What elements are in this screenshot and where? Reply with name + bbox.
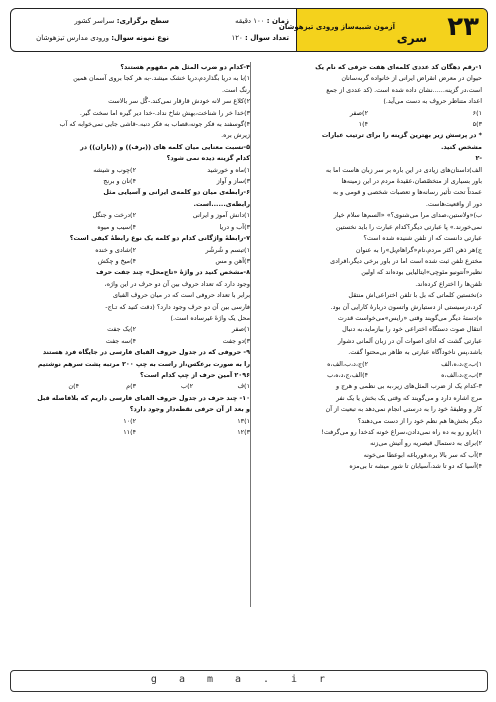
text-line: ج)هر ذهن اکثر مردم،نام«گراهام‌بل»را به عنوان bbox=[355, 245, 482, 254]
text-line: مرج اشاره دارد و می‌گویند که وقتی یک بخش یا یک نفر bbox=[336, 393, 482, 402]
question-line: ۹- حروفی که در جدول حروف الفبای فارسی در جایگاه فرد هستند bbox=[42, 348, 250, 357]
option[interactable]: ۴)الف،ج،د،ه،ب bbox=[327, 370, 368, 379]
option-row bbox=[254, 370, 482, 381]
question-line: رابطه‌ی......است. bbox=[193, 199, 250, 208]
type-label: نوع نمونه سوال: bbox=[111, 34, 169, 42]
option[interactable]: ۱)تبسم و شُرشُر bbox=[205, 245, 250, 254]
footer-site: gama.ir bbox=[150, 674, 348, 685]
right-column bbox=[254, 62, 482, 473]
text-line: وجود دارد که تعداد حروف بین آن دو حرف در این واژه، bbox=[104, 279, 250, 288]
option[interactable]: ۳)۵ bbox=[472, 120, 482, 129]
question-line: ۵-نسبت معنایی میان کلمه های ((برف)) و ((باران)) در bbox=[80, 142, 250, 151]
option-row bbox=[22, 222, 250, 233]
text-line: حیوان در معرض انقراض ایرانی از خانواده گربه‌سانان bbox=[341, 74, 482, 83]
option[interactable]: ۳)آب و دریا bbox=[219, 222, 250, 231]
level-label: سطح برگزاری: bbox=[116, 17, 169, 25]
text-line: رنگ است. bbox=[221, 85, 250, 94]
exam-title: آزمون شبیه‌ساز ورودی تیزهوشان bbox=[278, 23, 395, 31]
text-line: تلفن‌ها را اختراع کرده‌اند. bbox=[415, 279, 482, 288]
type-value: ورودی مدارس تیزهوشان bbox=[36, 34, 109, 42]
text-line: عبارتی دانست که از تلفن شنیده شده است؟ bbox=[363, 234, 482, 243]
option-row bbox=[22, 427, 250, 438]
header-info-left bbox=[19, 13, 169, 47]
count-value: ۱۲۰ bbox=[231, 34, 243, 42]
text-line: محل یک واژهٔ غیرساده است.) bbox=[170, 313, 250, 322]
option[interactable]: ۲)ب bbox=[181, 382, 193, 391]
text-line: ب)«ولاستین،صدای مرا می‌شنوی؟» «السم‌ها سلام خیار bbox=[333, 211, 482, 220]
question-line: ۴-کدام دو ضرب المثل هم مفهوم هستند؟ bbox=[120, 63, 250, 71]
option[interactable]: ۲)صفر bbox=[349, 108, 368, 117]
option[interactable]: ۴)۱۱ bbox=[123, 428, 136, 436]
text-line: ۳)آب که سر بالا بره،قورباغه ابوعطا می‌خونه bbox=[363, 450, 482, 459]
question-line: ۶-رابطه‌ی میان دو کلمه‌ی ایرانی و آسیایی مثل bbox=[103, 188, 250, 197]
text-line: ۴)گوسفند به فکر جونه،قصاب به فکر دنبه.-قاشی جایی نمی‌خوابه که آب bbox=[59, 120, 250, 129]
question-line: -۲ bbox=[475, 154, 482, 163]
option[interactable]: ۲)درخت و جنگل bbox=[92, 211, 136, 220]
option-row bbox=[22, 245, 250, 256]
text-line: عمدتاً تحت تأثیر رسانه‌ها و تعصبات شخصی و قومی و به bbox=[332, 188, 482, 197]
option-row bbox=[254, 108, 482, 119]
option-row bbox=[22, 336, 250, 347]
exam-header bbox=[10, 8, 488, 52]
option[interactable]: ۴)ن bbox=[68, 382, 79, 391]
text-line: دیگر بخش‌ها هم نظم خود را از دست می‌دهند؟ bbox=[357, 416, 482, 425]
text-line: اعداد متناظر حروف به دست می‌آید.) bbox=[383, 97, 482, 106]
text-line: ۲)برای به دستمال قیصریه رو آتیش می‌زنه bbox=[370, 439, 482, 448]
question-line: ۷-رابطهٔ واژگانی کدام دو کلمه یک نوع رابطهٔ کیفی است؟ bbox=[69, 234, 250, 243]
text-line: ه)دستهٔ دیگر می‌گویند وقتی «رایس»می‌خواست قدرت bbox=[337, 313, 482, 322]
text-line: ۱)با به دریا بگذاردم،دریا خشک میشد.-به هر کجا بروی آسمان همین bbox=[73, 74, 250, 83]
question-line: مشخص کنید. bbox=[440, 142, 482, 151]
text-line: ۳)خدا خر را شناخت،بهش شاخ نداد.-خدا دیر گیره اما سخت گیر. bbox=[79, 108, 250, 117]
option[interactable]: ۲)یک جفت bbox=[107, 325, 136, 334]
option-row bbox=[254, 119, 482, 130]
text-line: د)نخستین کلماتی که بل با تلفن اختراعی‌اش منتقل bbox=[348, 291, 482, 300]
header-info-middle bbox=[169, 13, 289, 47]
column-divider bbox=[250, 62, 251, 607]
text-line: فارسی بین آن دو حرف وجود دارد؟ (دقت کنید که تـاج- bbox=[105, 302, 250, 311]
option-row bbox=[22, 324, 250, 335]
question-line: ۱-رقم دهگان کد عددی کلمه‌ای هفت حرفی که نام یک bbox=[315, 63, 482, 71]
option-row bbox=[22, 416, 250, 427]
series-label: سری bbox=[396, 31, 427, 45]
text-line: است،در گزینه......نشان داده شده است. (کد عددی از جمع bbox=[326, 85, 482, 94]
option[interactable]: ۲)شادی و خنده bbox=[95, 245, 136, 254]
text-line: ۲)کلاغ سر لانه خودش قارقار نمی‌کند.-گُل سر بالاست bbox=[108, 97, 250, 106]
text-line: الف)داستان‌های زیادی در این باره بر سر زبان هاست اما به bbox=[325, 165, 482, 174]
text-line: ۳-کدام یک از ضرب المثل‌های زیر،به بی نظمی و هرج و bbox=[335, 382, 482, 391]
question-line: کدام گزینه دیده نمی شود؟ bbox=[166, 154, 250, 163]
level-value: سراسر کشور bbox=[74, 17, 115, 25]
option[interactable]: ۴)سیب و میوه bbox=[97, 222, 136, 231]
option[interactable]: ۳)دو جفت bbox=[222, 336, 250, 345]
option-row bbox=[22, 210, 250, 221]
text-line: مخترع تلفن ثبت شده است اما در باور برخی دیگر،افرادی bbox=[330, 256, 482, 265]
option[interactable]: ۱)ماه و خورشید bbox=[207, 165, 250, 174]
option-row bbox=[22, 176, 250, 187]
option[interactable]: ۱)۱۳ bbox=[237, 416, 250, 425]
text-line: ۱)بارو رو به ده راه نمی‌دادن،سراغ خونه کدخدا رو می‌گرفت! bbox=[321, 428, 482, 436]
text-line: نمی‌خورند.» پا عبارتی دیگر؟کدام عبارت را باید نخستین bbox=[335, 222, 482, 231]
time-label: زمان : bbox=[266, 17, 289, 25]
option[interactable]: ۱)۶ bbox=[472, 108, 482, 117]
text-line: دور از واقعیت‌هاست. bbox=[425, 199, 482, 208]
option[interactable]: ۱)ف bbox=[237, 382, 250, 391]
text-line: عبارتی گشت که ادای اصوات آن در زبان آلمانی دشوار bbox=[337, 336, 482, 345]
option[interactable]: ۳)۱۲ bbox=[237, 428, 250, 436]
option-row bbox=[22, 381, 250, 392]
option[interactable]: ۴)۱ bbox=[358, 120, 368, 129]
text-line: باشد،پس ناخودآگاه عبارتی به ظاهر بی‌محتوا گفت. bbox=[348, 348, 482, 357]
text-line: برابر با تعداد حروفی است که در میان حروف الفبای bbox=[113, 291, 250, 300]
left-column bbox=[22, 62, 250, 438]
time-value: ۱۰۰ دقیقه bbox=[235, 17, 265, 25]
count-label: تعداد سوال : bbox=[244, 34, 289, 42]
option[interactable]: ۱)صفر bbox=[231, 325, 250, 334]
option[interactable]: ۳)ب،ج،د،الف،ه bbox=[441, 370, 482, 379]
option-row bbox=[254, 359, 482, 370]
option[interactable]: ۴)نان و برنج bbox=[103, 177, 136, 186]
text-line: ۴)آسیا که دو تا شد،آسیابان تا شور میشه تا بی‌مزه bbox=[349, 462, 482, 471]
question-line: * در پرسش زیر بهترین گزینه را برای ترتیب عبارات bbox=[321, 131, 482, 140]
option[interactable]: ۲)۱۰ bbox=[123, 416, 136, 425]
series-number: ۲۳ bbox=[447, 12, 479, 42]
text-line: نظیر«آنتونیو مئوچی»ایتالیایی بوده‌اند که اولین bbox=[361, 268, 482, 277]
question-line: ۸-مشخص کنید در واژهٔ «تاج‌محل» چند جفت حرف bbox=[96, 268, 250, 277]
question-line: ۲۰۹۶ آمین حرف از چپ کدام است؟ bbox=[140, 370, 250, 379]
footer bbox=[10, 670, 488, 692]
text-line: انتقال صوت دستگاه اختراعی خود را بیازماید،به دنبال bbox=[342, 325, 482, 334]
text-line: کرد،درسیستی از دستیارش واتسون دربارهٔ کارایی آن بود. bbox=[330, 302, 482, 311]
option-row bbox=[22, 256, 250, 267]
option[interactable]: ۳)ساز و آواز bbox=[216, 177, 250, 186]
option[interactable]: ۴)میخ و چکش bbox=[97, 256, 136, 265]
option[interactable]: ۳)آهن و مس bbox=[215, 256, 250, 265]
text-line: باور بسیاری از متخصّصان،عقیدهٔ مردم در این زمینه‌ها bbox=[341, 177, 482, 186]
option[interactable]: ۱)دانش آموز و ایرانی bbox=[192, 211, 250, 220]
question-line: و بعد از آن حرفی نقطه‌دار وجود دارد؟ bbox=[129, 405, 250, 414]
option[interactable]: ۴)سه جفت bbox=[105, 336, 136, 345]
option-row bbox=[22, 165, 250, 176]
option[interactable]: ۱)ب،ج،د،ه،الف bbox=[441, 359, 482, 368]
question-line: ۱۰- چند حرف در جدول حروف الفبای فارسی داریم که بلافاصله قبل bbox=[37, 393, 250, 402]
question-line: را به صورت برعکس،از راست به چپ ۲۰۰ مرتبه پشت سرهم نوشتیم bbox=[37, 359, 250, 368]
text-line: کار و وظیفهٔ خود را به درستی انجام نمی‌دهد به تبعیت از آن bbox=[325, 405, 482, 414]
option[interactable]: ۲)چوب و شیشه bbox=[93, 165, 136, 174]
option[interactable]: ۲)ج،د،ب،الف،ه bbox=[327, 359, 368, 368]
option[interactable]: ۳)م bbox=[126, 382, 136, 391]
text-line: زیرش بره. bbox=[221, 131, 250, 140]
